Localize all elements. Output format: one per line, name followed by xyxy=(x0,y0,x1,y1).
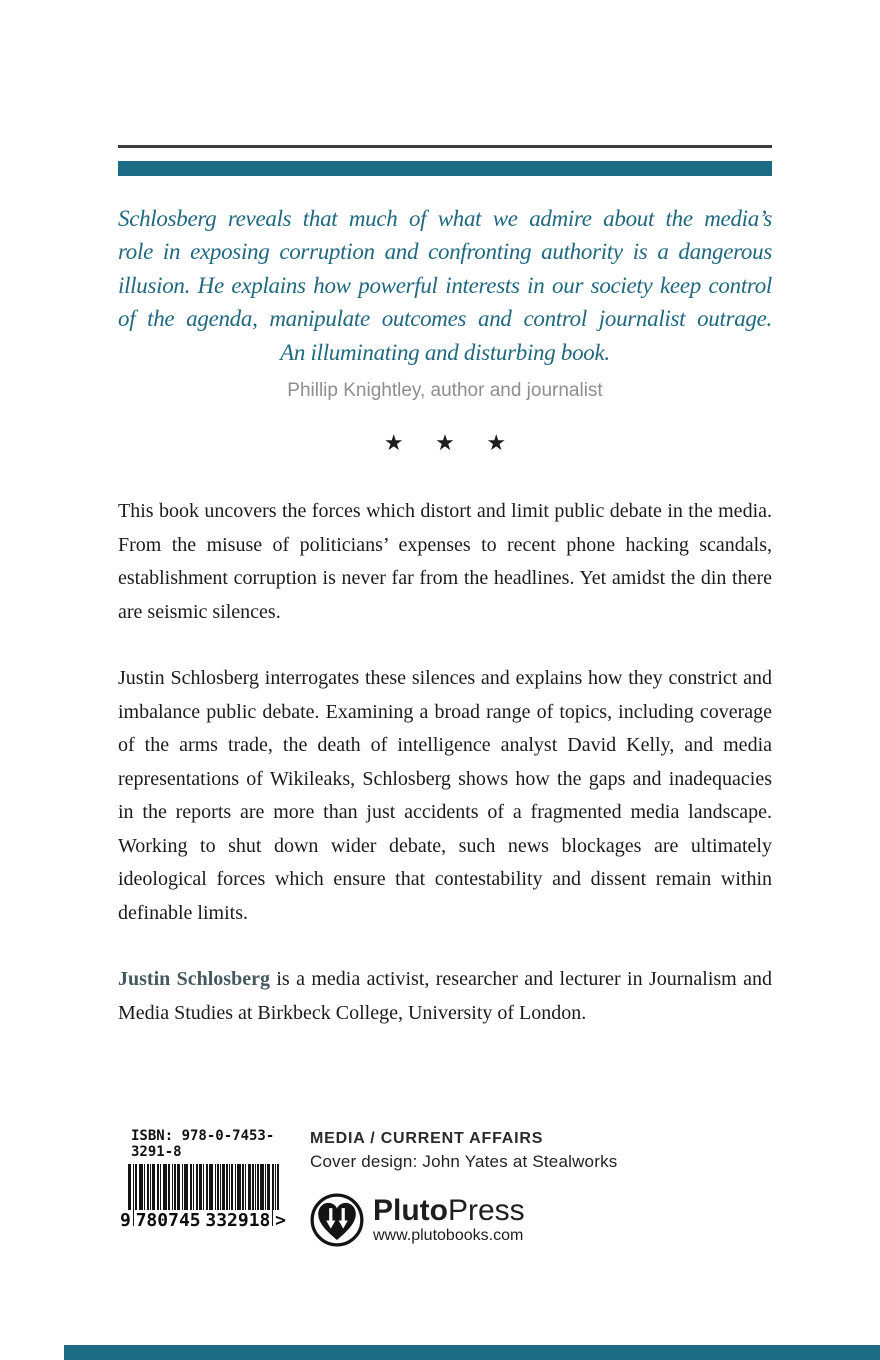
barcode-digit-end: > xyxy=(275,1210,286,1231)
publisher-block xyxy=(310,1130,690,1247)
barcode-digit-group1: 780745 xyxy=(135,1210,201,1231)
barcode xyxy=(120,1128,288,1231)
quote-line: illusion. He explains how powerful interests in our society keep control xyxy=(118,272,772,298)
author-bio-text: is a media activist, researcher and lecturer in Journalism and Media Studies at Birkbeck College, University of London. xyxy=(118,968,772,1024)
barcode-digits xyxy=(118,1210,288,1231)
category-label: MEDIA / CURRENT AFFAIRS xyxy=(310,1130,544,1147)
publisher-wordmark xyxy=(373,1193,525,1245)
top-rule xyxy=(118,145,772,148)
star-icon: ★ xyxy=(435,430,455,456)
author-bio xyxy=(118,963,772,1030)
review-quote xyxy=(118,202,772,369)
quote-line: Schlosberg reveals that much of what we admire about the media’s xyxy=(118,206,772,231)
pluto-press-logo-icon xyxy=(310,1193,364,1247)
wordmark-pluto: Pluto xyxy=(373,1193,448,1227)
synopsis-paragraph-1: This book uncovers the forces which distort and limit public debate in the media. From the misuse of politicians’ expenses to recent phone hacking scandals, establishment corruption is never far from the headlines. Yet amidst the din there are seismic silences. xyxy=(118,500,772,623)
top-teal-bar xyxy=(118,161,772,176)
wordmark-press: Press xyxy=(448,1193,525,1227)
synopsis-paragraph-2: Justin Schlosberg interrogates these silences and explains how they constrict and imbalance public debate. Examining a broad range of topics, including coverage of the arms trade, the death of intelligence analyst David Kelly, and media representations of Wikileaks, Schlosberg shows how the gaps and inadequacies in the reports are more than just accidents of a fragmented media landscape. Working to shut down wider debate, such news blockages are ultimately ideological forces which ensure that contestability and dissent remain within definable limits. xyxy=(118,667,772,924)
quote-line: An illuminating and disturbing book. xyxy=(280,339,610,365)
publisher-logo-row xyxy=(310,1193,690,1247)
quote-line: role in exposing corruption and confronting authority is a dangerous xyxy=(118,239,772,265)
isbn-label: ISBN: 978-0-7453-3291-8 xyxy=(131,1128,275,1160)
author-name: Justin Schlosberg xyxy=(118,968,270,991)
review-attribution: Phillip Knightley, author and journalist xyxy=(287,380,603,402)
quote-line: of the agenda, manipulate outcomes and control journalist outrage. xyxy=(118,306,772,332)
star-icon: ★ xyxy=(486,430,507,456)
barcode-digit-left: 9 xyxy=(120,1210,131,1231)
star-rating xyxy=(118,429,772,456)
cover-content xyxy=(118,145,772,1030)
bottom-teal-bar xyxy=(64,1345,880,1360)
barcode-digit-group2: 332918 xyxy=(205,1210,271,1231)
publisher-website: www.plutobooks.com xyxy=(373,1226,524,1244)
cover-design-credit: Cover design: John Yates at Stealworks xyxy=(310,1152,618,1171)
star-icon: ★ xyxy=(383,430,404,456)
